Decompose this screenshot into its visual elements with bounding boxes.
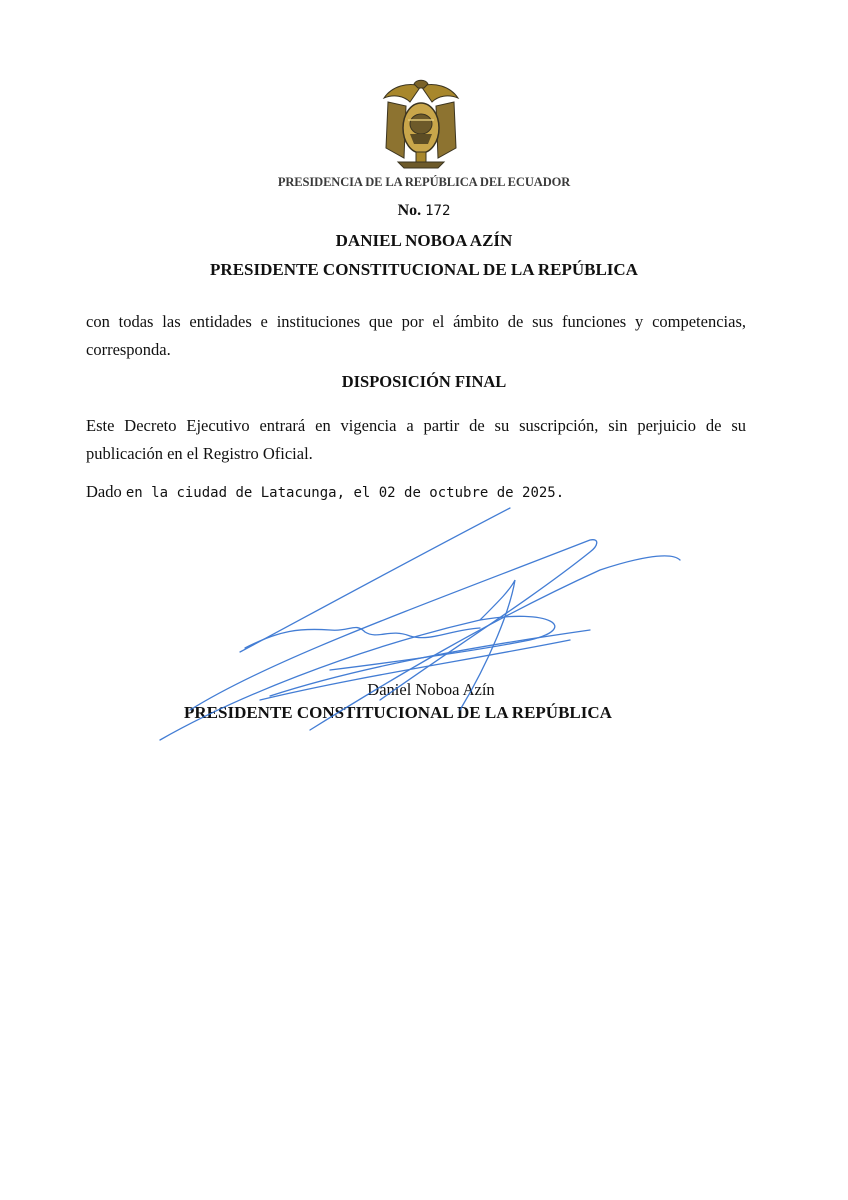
body-paragraph-2: Este Decreto Ejecutivo entrará en vigencia a partir de su suscripción, sin perjuicio de su publicación en el Registro Oficial. [86, 416, 746, 463]
institution-name: PRESIDENCIA DE LA REPÚBLICA DEL ECUADOR [277, 175, 571, 189]
dado-line [86, 482, 564, 502]
signatory-title: PRESIDENTE CONSTITUCIONAL DE LA REPÚBLICA [184, 703, 612, 722]
president-title-heading: PRESIDENTE CONSTITUCIONAL DE LA REPÚBLICA [210, 260, 638, 279]
handwritten-signature [150, 500, 710, 760]
section-title: DISPOSICIÓN FINAL [341, 372, 507, 391]
president-name-heading: DANIEL NOBOA AZÍN [335, 231, 513, 250]
signatory-name: Daniel Noboa Azín [367, 680, 495, 699]
decree-number [0, 202, 848, 220]
coat-of-arms-seal [378, 78, 464, 170]
decree-number-label: No. [397, 202, 422, 219]
body-paragraph-1: con todas las entidades e instituciones que por el ámbito de sus funciones y competencias, corresponda. [86, 312, 746, 359]
decree-number-value: 172 [425, 203, 451, 219]
dado-place-date: en la ciudad de Latacunga, el 02 de octubre de 2025. [125, 485, 565, 501]
dado-word: Dado [86, 482, 122, 501]
